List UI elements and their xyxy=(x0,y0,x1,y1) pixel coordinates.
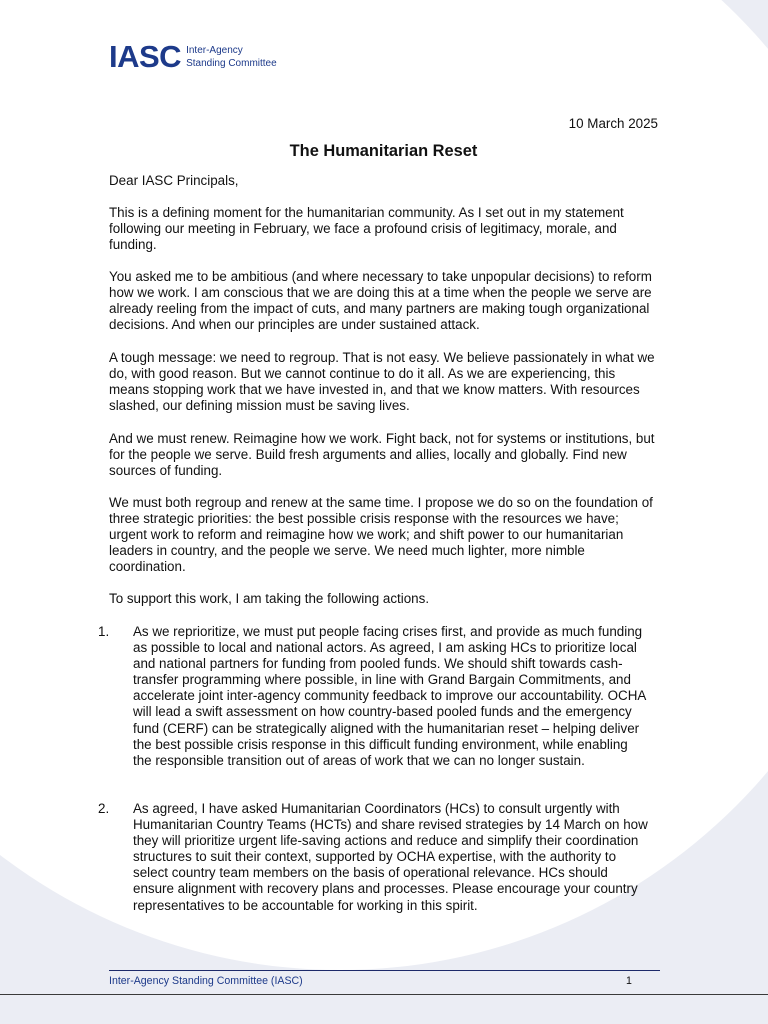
letter-title: The Humanitarian Reset xyxy=(289,142,478,160)
letter-date: 10 March 2025 xyxy=(568,116,658,131)
background-bottom-band xyxy=(0,995,768,1024)
paragraph-5: We must both regroup and renew at the same time. I propose we do so on the foundation of three strategic priorities: the best possible crisis response with the resources we have; urgent work to reform and reimagine how we work; and shift power to our humanitarian leaders in country, and the people we serve. We need much lighter, more nimble coordination. xyxy=(109,495,653,575)
action-number: 2. xyxy=(98,801,110,816)
logo-text-line-2: Standing Committee xyxy=(186,57,277,69)
action-number: 1. xyxy=(98,624,110,639)
action-text: As we reprioritize, we must put people facing crises first, and provide as much funding as possible to local and national actors. As agreed, I am asking HCs to prioritize local and national partners for funding from pooled funds. We should shift towards cash-transfer programming where possible, in line with Grand Bargain Commitments, and accelerate joint inter-agency community feedback to improve our accountability. OCHA will lead a swift assessment on how country-based pooled funds and the emergency fund (CERF) can be strategically aligned with the humanitarian reset – helping deliver the best possible crisis response in this difficult funding environment, while enabling the responsible transition out of areas of work that we can no longer sustain. xyxy=(133,624,646,768)
paragraph-4: And we must renew. Reimagine how we work. Fight back, not for systems or institutions, but for the people we serve. Build fresh arguments and allies, locally and globally. Find new sources of funding. xyxy=(109,431,655,479)
footer-rule xyxy=(109,970,660,971)
iasc-logo xyxy=(109,41,277,72)
paragraph-6: To support this work, I am taking the following actions. xyxy=(109,591,430,606)
salutation: Dear IASC Principals, xyxy=(109,173,239,188)
page-edge-line xyxy=(0,994,768,995)
footer-organization: Inter-Agency Standing Committee (IASC) xyxy=(109,975,303,987)
action-text: As agreed, I have asked Humanitarian Coordinators (HCs) to consult urgently with Humanitarian Country Teams (HCTs) and share revised strategies by 14 March on how they will prioritize urgent life-saving actions and reduce and simplify their coordination structures to suit their context, supported by OCHA expertise, with the authority to select country team members on the basis of operational relevance. HCs should ensure alignment with recovery plans and processes. Please encourage your country representatives to be accountable for working in this spirit. xyxy=(133,801,648,913)
paragraph-2: You asked me to be ambitious (and where necessary to take unpopular decisions) to reform how we work. I am conscious that we are doing this at a time when the people we serve are already reeling from the impact of cuts, and many partners are making tough organizational decisions. And when our principles are under sustained attack. xyxy=(109,269,652,333)
page-number: 1 xyxy=(626,975,632,987)
paragraph-3: A tough message: we need to regroup. That is not easy. We believe passionately in what we do, with good reason. But we cannot continue to do it all. As we are experiencing, this means stopping work that we have invested in, and that we know matters. With resources slashed, our defining mission must be saving lives. xyxy=(109,350,655,414)
logo-mark: IASC xyxy=(109,39,182,74)
paragraph-1: This is a defining moment for the humanitarian community. As I set out in my statement following our meeting in February, we face a profound crisis of legitimacy, morale, and funding. xyxy=(109,205,624,253)
logo-text-line-1: Inter-Agency xyxy=(186,44,243,56)
logo-text xyxy=(186,44,277,70)
